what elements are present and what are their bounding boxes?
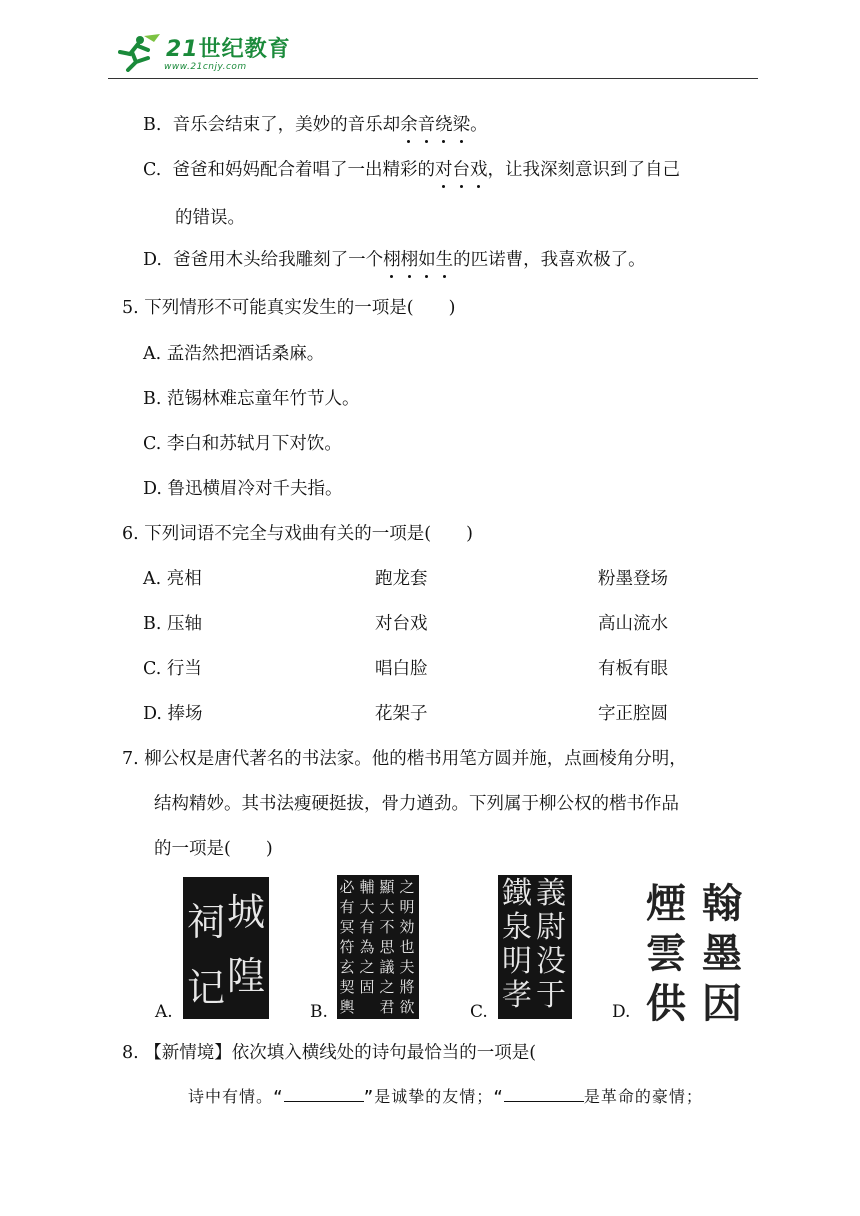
- glyph: 雲: [646, 930, 686, 977]
- q6-stem: 6. 下列词语不完全与戏曲有关的一项是( ): [122, 524, 473, 544]
- glyph-column: 輔 大 有 為 之 固: [359, 878, 375, 996]
- dotted-char: 音: [417, 115, 436, 135]
- runner-logo-icon: [114, 32, 162, 72]
- q4-option-c-line2: 的错误。: [175, 208, 245, 228]
- glyph: 煙: [646, 880, 686, 927]
- calligraphy-image-a: [183, 877, 269, 1019]
- dotted-char: 如: [418, 250, 436, 270]
- glyph: 墨: [702, 930, 742, 977]
- q8-stem: 8. 【新情境】依次填入横线处的诗句最恰当的一项是(: [122, 1043, 537, 1063]
- answer-blank-2[interactable]: [504, 1085, 584, 1102]
- glyph: 義: [536, 876, 566, 911]
- q7-label-c: C.: [470, 1002, 488, 1022]
- q6-c-word2: 唱白脸: [375, 659, 428, 679]
- q5-option-a: A. 孟浩然把酒话桑麻。: [143, 344, 325, 364]
- q6-a-word2: 跑龙套: [375, 569, 428, 589]
- dotted-char: 梁: [452, 115, 471, 135]
- q8-poem-line: 诗中有情。“ ”是诚挚的友情；“ 是革命的豪情；: [188, 1087, 703, 1106]
- dotted-char: 栩: [400, 250, 419, 270]
- dotted-char: 绕: [435, 115, 453, 135]
- calligraphy-image-b: [337, 875, 419, 1019]
- q6-c-word3: 有板有眼: [598, 659, 668, 679]
- dotted-char: 栩: [383, 250, 401, 270]
- logo-url: www.21cnjy.com: [164, 62, 247, 72]
- glyph: 尉: [536, 910, 566, 945]
- glyph: 因: [702, 980, 742, 1027]
- page-header: [108, 30, 758, 80]
- q5-stem: 5. 下列情形不可能真实发生的一项是( ): [122, 298, 456, 318]
- q4-option-c: C. 爸爸和妈妈配合着唱了一出精彩的对台戏，让我深刻意识到了自己: [143, 160, 680, 180]
- q6-d-word1: D. 捧场: [143, 704, 203, 724]
- q6-b-word2: 对台戏: [375, 614, 428, 634]
- q6-b-word3: 高山流水: [598, 614, 668, 634]
- glyph: 城: [227, 890, 266, 934]
- q6-d-word2: 花架子: [375, 704, 428, 724]
- dotted-char: 余: [400, 115, 418, 135]
- dotted-char: 台: [452, 160, 470, 180]
- answer-blank-1[interactable]: [284, 1085, 364, 1102]
- glyph: 隍: [227, 954, 266, 998]
- dotted-char: 戏: [469, 160, 488, 180]
- glyph: 于: [536, 978, 566, 1013]
- glyph: 泉: [502, 910, 532, 945]
- q7-label-b: B.: [310, 1002, 328, 1022]
- q7-label-d: D.: [612, 1002, 631, 1022]
- q5-option-b: B. 范锡林难忘童年竹节人。: [143, 389, 360, 409]
- dotted-phrase: [435, 160, 488, 180]
- q6-a-word1: A. 亮相: [143, 569, 202, 589]
- glyph-column: 之 明 効 也 夫 將 欲: [399, 878, 415, 1016]
- dotted-phrase: [383, 250, 453, 270]
- q7-label-a: A.: [155, 1002, 173, 1022]
- q5-option-d: D. 鲁迅横眉冷对千夫指。: [143, 479, 343, 499]
- glyph: 鐵: [502, 876, 532, 911]
- glyph: 没: [536, 944, 566, 979]
- glyph-column: 顯 大 不 思 議 之 君: [379, 878, 395, 1016]
- glyph: 供: [646, 980, 686, 1027]
- q6-b-word1: B. 压轴: [143, 614, 202, 634]
- q5-option-c: C. 李白和苏轼月下对饮。: [143, 434, 342, 454]
- q4-option-d: D. 爸爸用木头给我雕刻了一个栩栩如生的匹诺曹，我喜欢极了。: [143, 250, 646, 270]
- glyph-column: 必 有 冥 符 玄 契 輿: [339, 878, 355, 1016]
- glyph: 祠: [187, 900, 226, 944]
- calligraphy-image-d: [640, 872, 750, 1027]
- glyph: 孝: [502, 978, 532, 1013]
- header-divider: [108, 78, 758, 79]
- glyph: 记: [187, 966, 226, 1010]
- glyph: 明: [502, 944, 532, 979]
- dotted-char: 对: [434, 160, 453, 180]
- q7-stem-line2: 结构精妙。其书法瘦硬挺拔，骨力遒劲。下列属于柳公权的楷书作品: [154, 794, 679, 814]
- q6-d-word3: 字正腔圆: [598, 704, 668, 724]
- q6-a-word3: 粉墨登场: [598, 569, 668, 589]
- dotted-phrase: [400, 115, 470, 135]
- q7-stem-line3: 的一项是( ): [154, 839, 273, 859]
- dotted-char: 生: [435, 250, 454, 270]
- q6-c-word1: C. 行当: [143, 659, 202, 679]
- calligraphy-image-c: [498, 875, 572, 1019]
- logo-text: 21世纪教育: [166, 37, 291, 62]
- q4-option-b: B. 音乐会结束了，美妙的音乐却余音绕梁。: [143, 115, 488, 135]
- glyph: 翰: [702, 880, 742, 927]
- q7-stem-line1: 7. 柳公权是唐代著名的书法家。他的楷书用笔方圆并施，点画棱角分明，: [122, 749, 687, 769]
